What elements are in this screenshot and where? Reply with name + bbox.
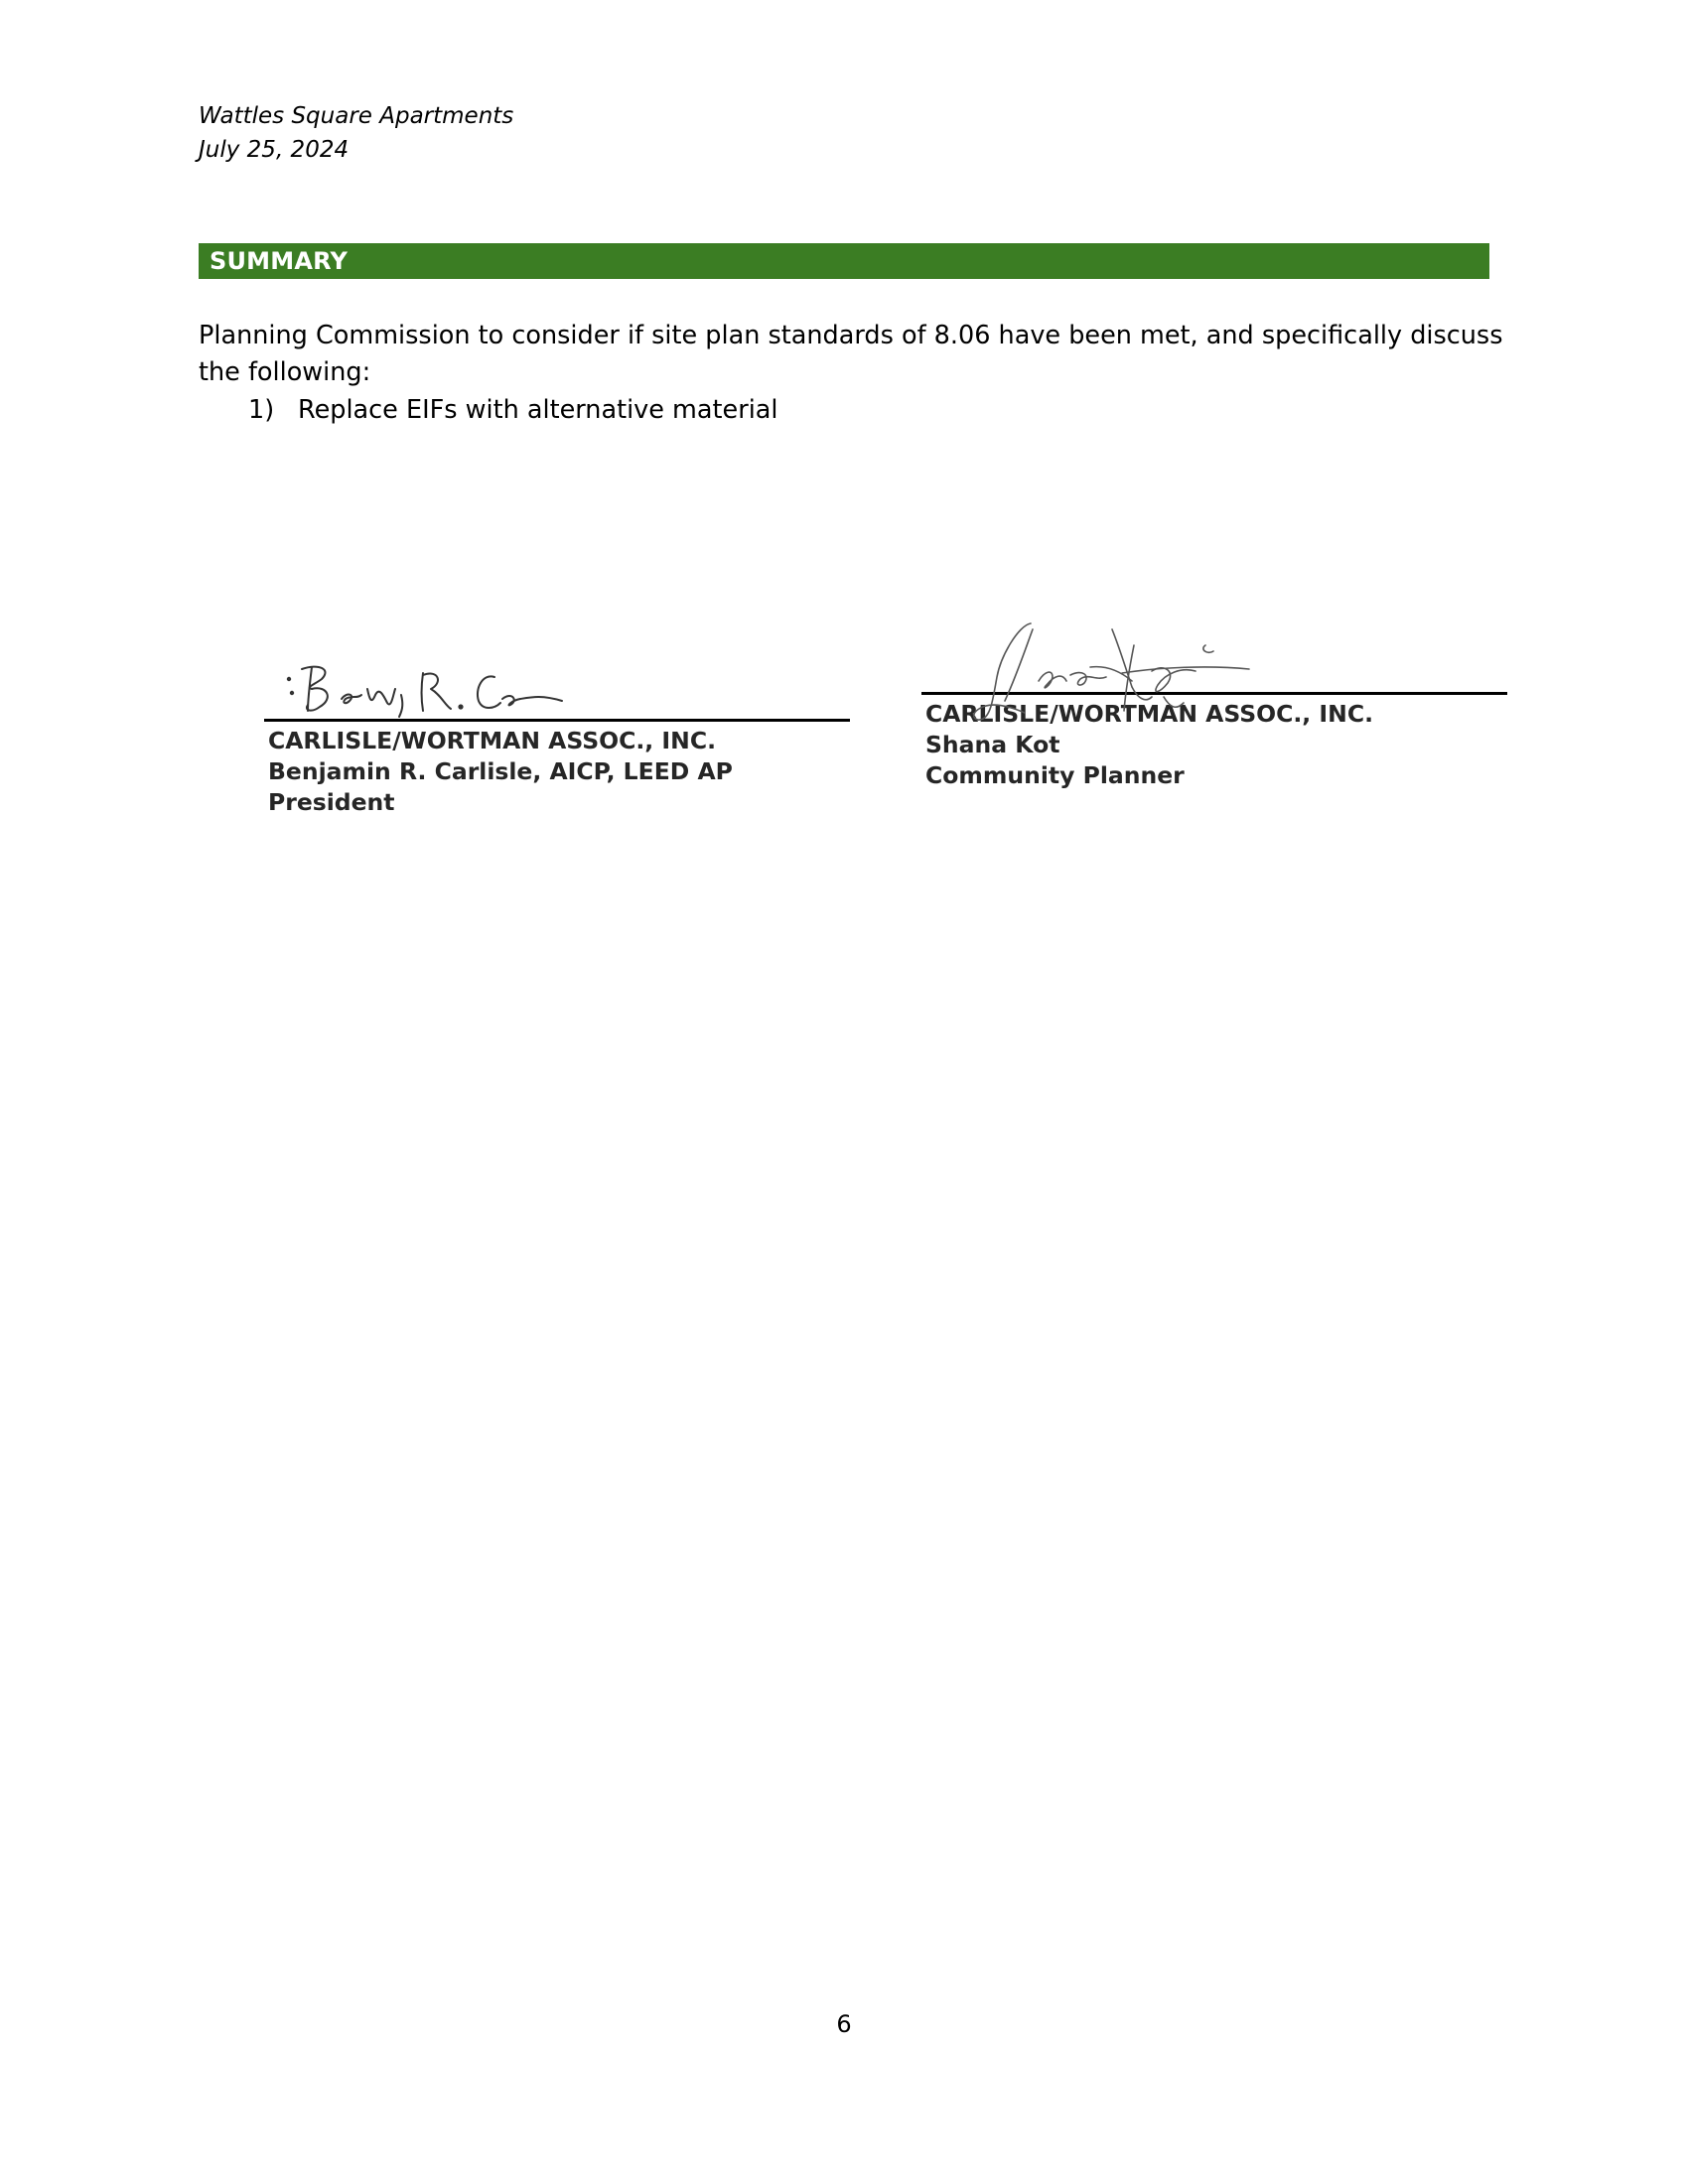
summary-heading: SUMMARY [210, 247, 349, 275]
summary-list-item [248, 392, 778, 429]
signature-details [264, 722, 850, 818]
signer-name: Shana Kot [925, 731, 1060, 758]
signer-title: President [268, 788, 395, 816]
document-header [199, 99, 513, 167]
document-date: July 25, 2024 [199, 137, 350, 163]
list-item-text: Replace EIFs with alternative material [298, 395, 778, 425]
list-item-number: 1) [248, 395, 275, 425]
signer-name: Benjamin R. Carlisle, AICP, LEED AP [268, 757, 733, 785]
handwritten-signature-carlisle [264, 655, 850, 719]
signer-firm: CARLISLE/WORTMAN ASSOC., INC. [268, 727, 716, 754]
handwritten-signature-kot [921, 615, 1507, 722]
signer-firm: CARLISLE/WORTMAN ASSOC., INC. [925, 700, 1373, 728]
signature-block-carlisle [264, 655, 850, 818]
signature-block-kot [921, 615, 1507, 791]
signer-title: Community Planner [925, 761, 1185, 789]
project-name: Wattles Square Apartments [199, 103, 514, 129]
page-number: 6 [836, 2010, 852, 2038]
summary-heading-bar [199, 243, 1489, 279]
summary-intro: Planning Commission to consider if site plan standards of 8.06 have been met, and specifically discuss the following: [199, 321, 1503, 387]
